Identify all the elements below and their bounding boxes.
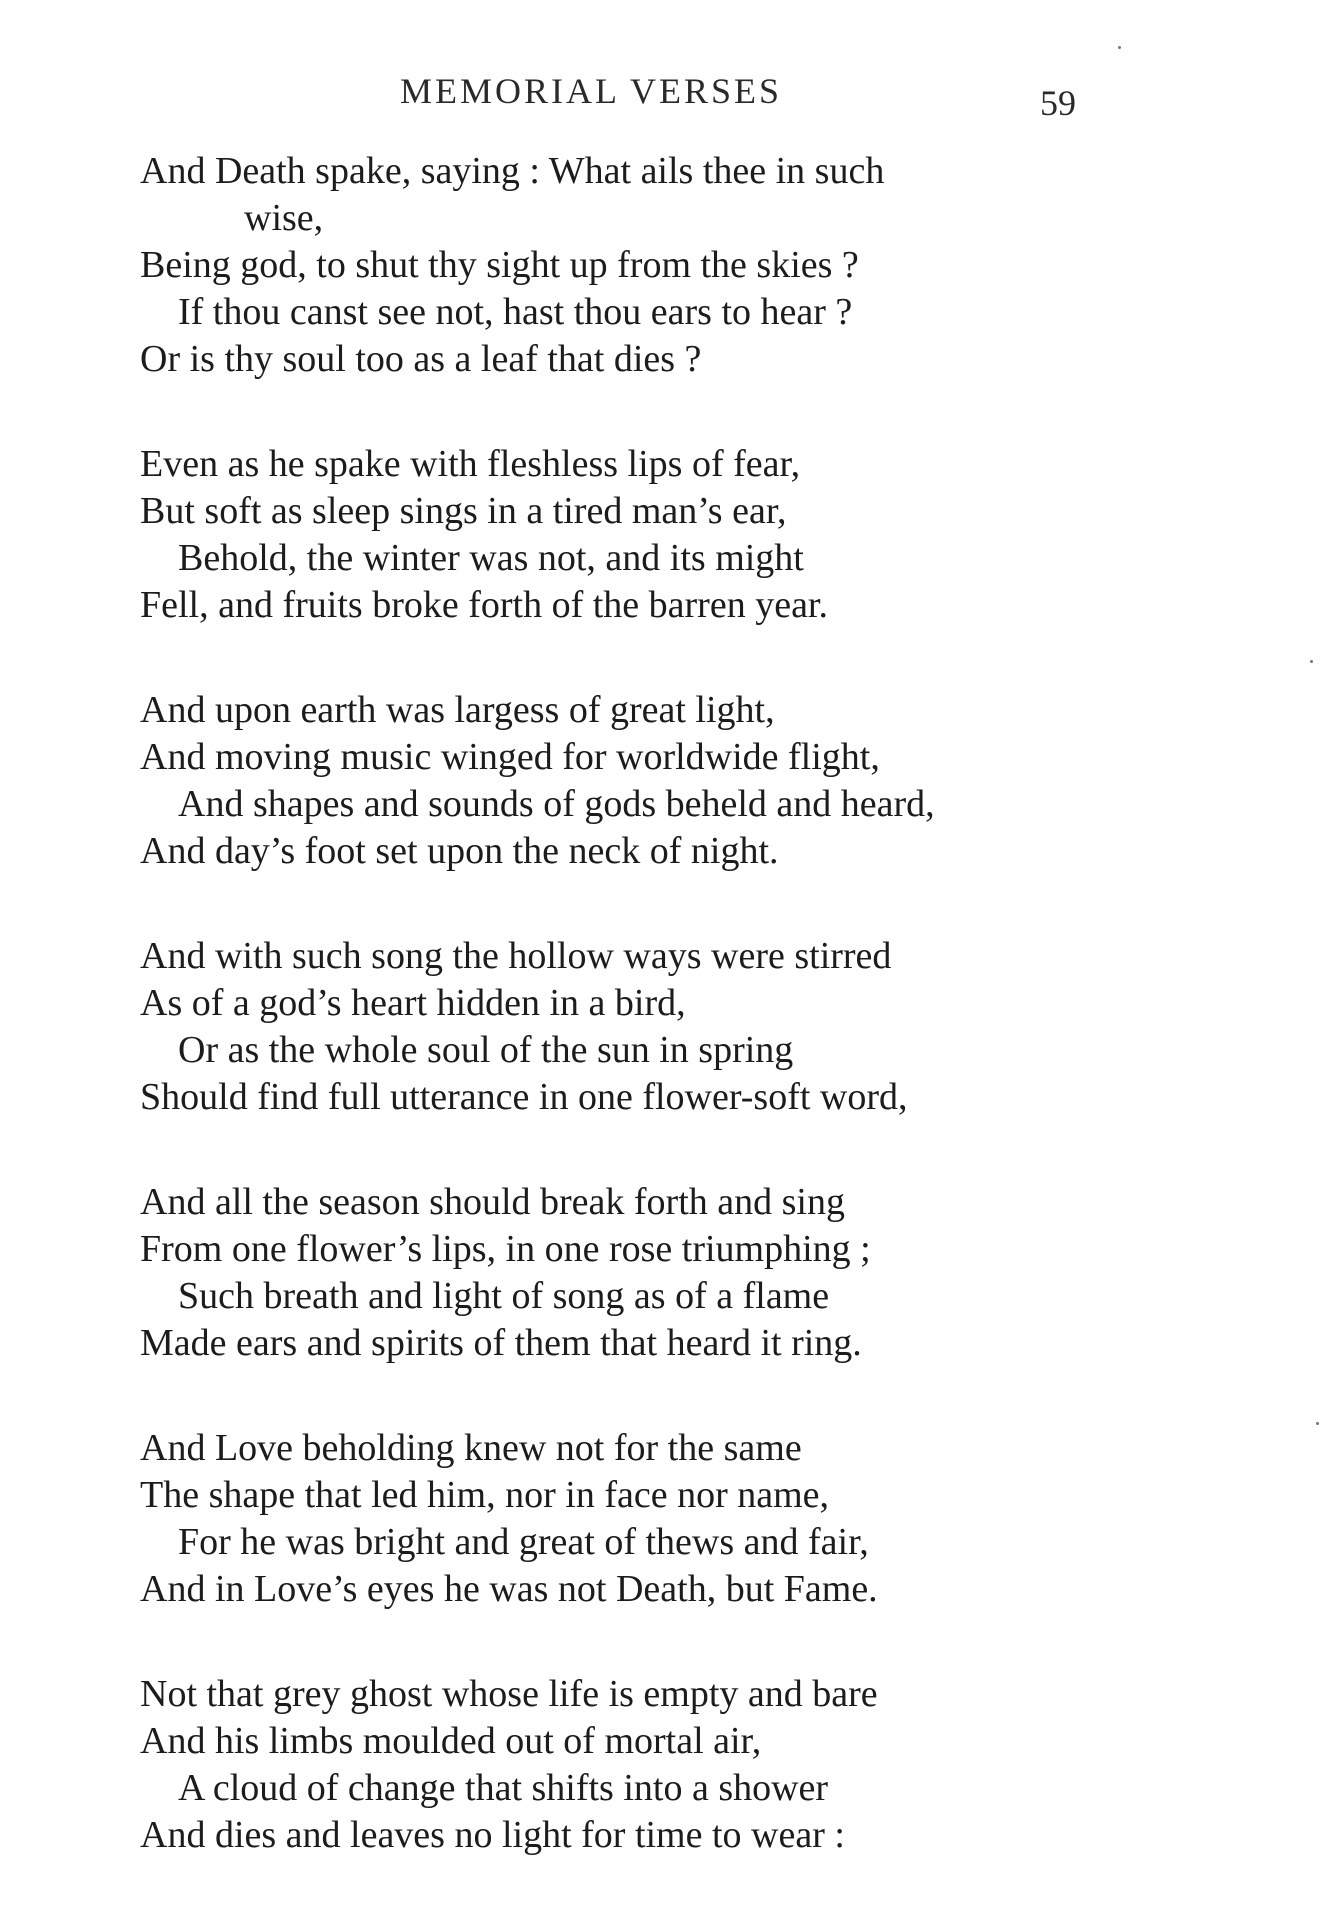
stanza xyxy=(140,441,1140,629)
verse-line: And his limbs moulded out of mortal air, xyxy=(140,1720,762,1762)
stanza xyxy=(140,687,1140,875)
verse-line: Or is thy soul too as a leaf that dies ? xyxy=(140,338,702,380)
verse-line: And in Love’s eyes he was not Death, but Fame. xyxy=(140,1568,878,1610)
verse-line: And upon earth was largess of great light, xyxy=(140,689,775,731)
verse-line: wise, xyxy=(244,197,324,239)
verse-line: If thou canst see not, hast thou ears to hear ? xyxy=(178,291,853,333)
running-title: MEMORIAL VERSES xyxy=(400,71,783,111)
verse-line: And shapes and sounds of gods beheld and heard, xyxy=(178,783,935,825)
verse-line: A cloud of change that shifts into a shower xyxy=(178,1767,829,1809)
verse-line: Made ears and spirits of them that heard it ring. xyxy=(140,1322,862,1364)
verse-line: And moving music winged for worldwide flight, xyxy=(140,736,880,778)
verse-line: For he was bright and great of thews and fair, xyxy=(178,1521,869,1563)
verse-line: And dies and leaves no light for time to wear : xyxy=(140,1814,845,1856)
verse-line: Even as he spake with fleshless lips of fear, xyxy=(140,443,801,485)
stanza xyxy=(140,1671,1140,1859)
verse-line: From one flower’s lips, in one rose triumphing ; xyxy=(140,1228,871,1270)
print-speck xyxy=(1316,1422,1319,1425)
verse-line: And Love beholding knew not for the same xyxy=(140,1427,802,1469)
verse-line: The shape that led him, nor in face nor name, xyxy=(140,1474,830,1516)
verse-line: And day’s foot set upon the neck of night. xyxy=(140,830,779,872)
print-speck xyxy=(1118,46,1121,49)
stanza xyxy=(140,1179,1140,1367)
poem-body xyxy=(140,148,1140,1917)
verse-line: But soft as sleep sings in a tired man’s ear, xyxy=(140,490,787,532)
verse-line: Such breath and light of song as of a flame xyxy=(178,1275,830,1317)
verse-line: Not that grey ghost whose life is empty and bare xyxy=(140,1673,878,1715)
verse-line: And with such song the hollow ways were stirred xyxy=(140,935,892,977)
print-speck xyxy=(1310,660,1313,663)
verse-line: Behold, the winter was not, and its might xyxy=(178,537,804,579)
verse-line: Should find full utterance in one flower-soft word, xyxy=(140,1076,908,1118)
verse-line: Fell, and fruits broke forth of the barren year. xyxy=(140,584,828,626)
verse-line: Or as the whole soul of the sun in spring xyxy=(178,1029,794,1071)
page-number: 59 xyxy=(1040,83,1076,123)
verse-line: And Death spake, saying : What ails thee in such xyxy=(140,150,885,192)
stanza xyxy=(140,148,1140,383)
stanza xyxy=(140,933,1140,1121)
verse-line: Being god, to shut thy sight up from the skies ? xyxy=(140,244,859,286)
stanza xyxy=(140,1425,1140,1613)
verse-line: As of a god’s heart hidden in a bird, xyxy=(140,982,686,1024)
verse-line: And all the season should break forth and sing xyxy=(140,1181,845,1223)
